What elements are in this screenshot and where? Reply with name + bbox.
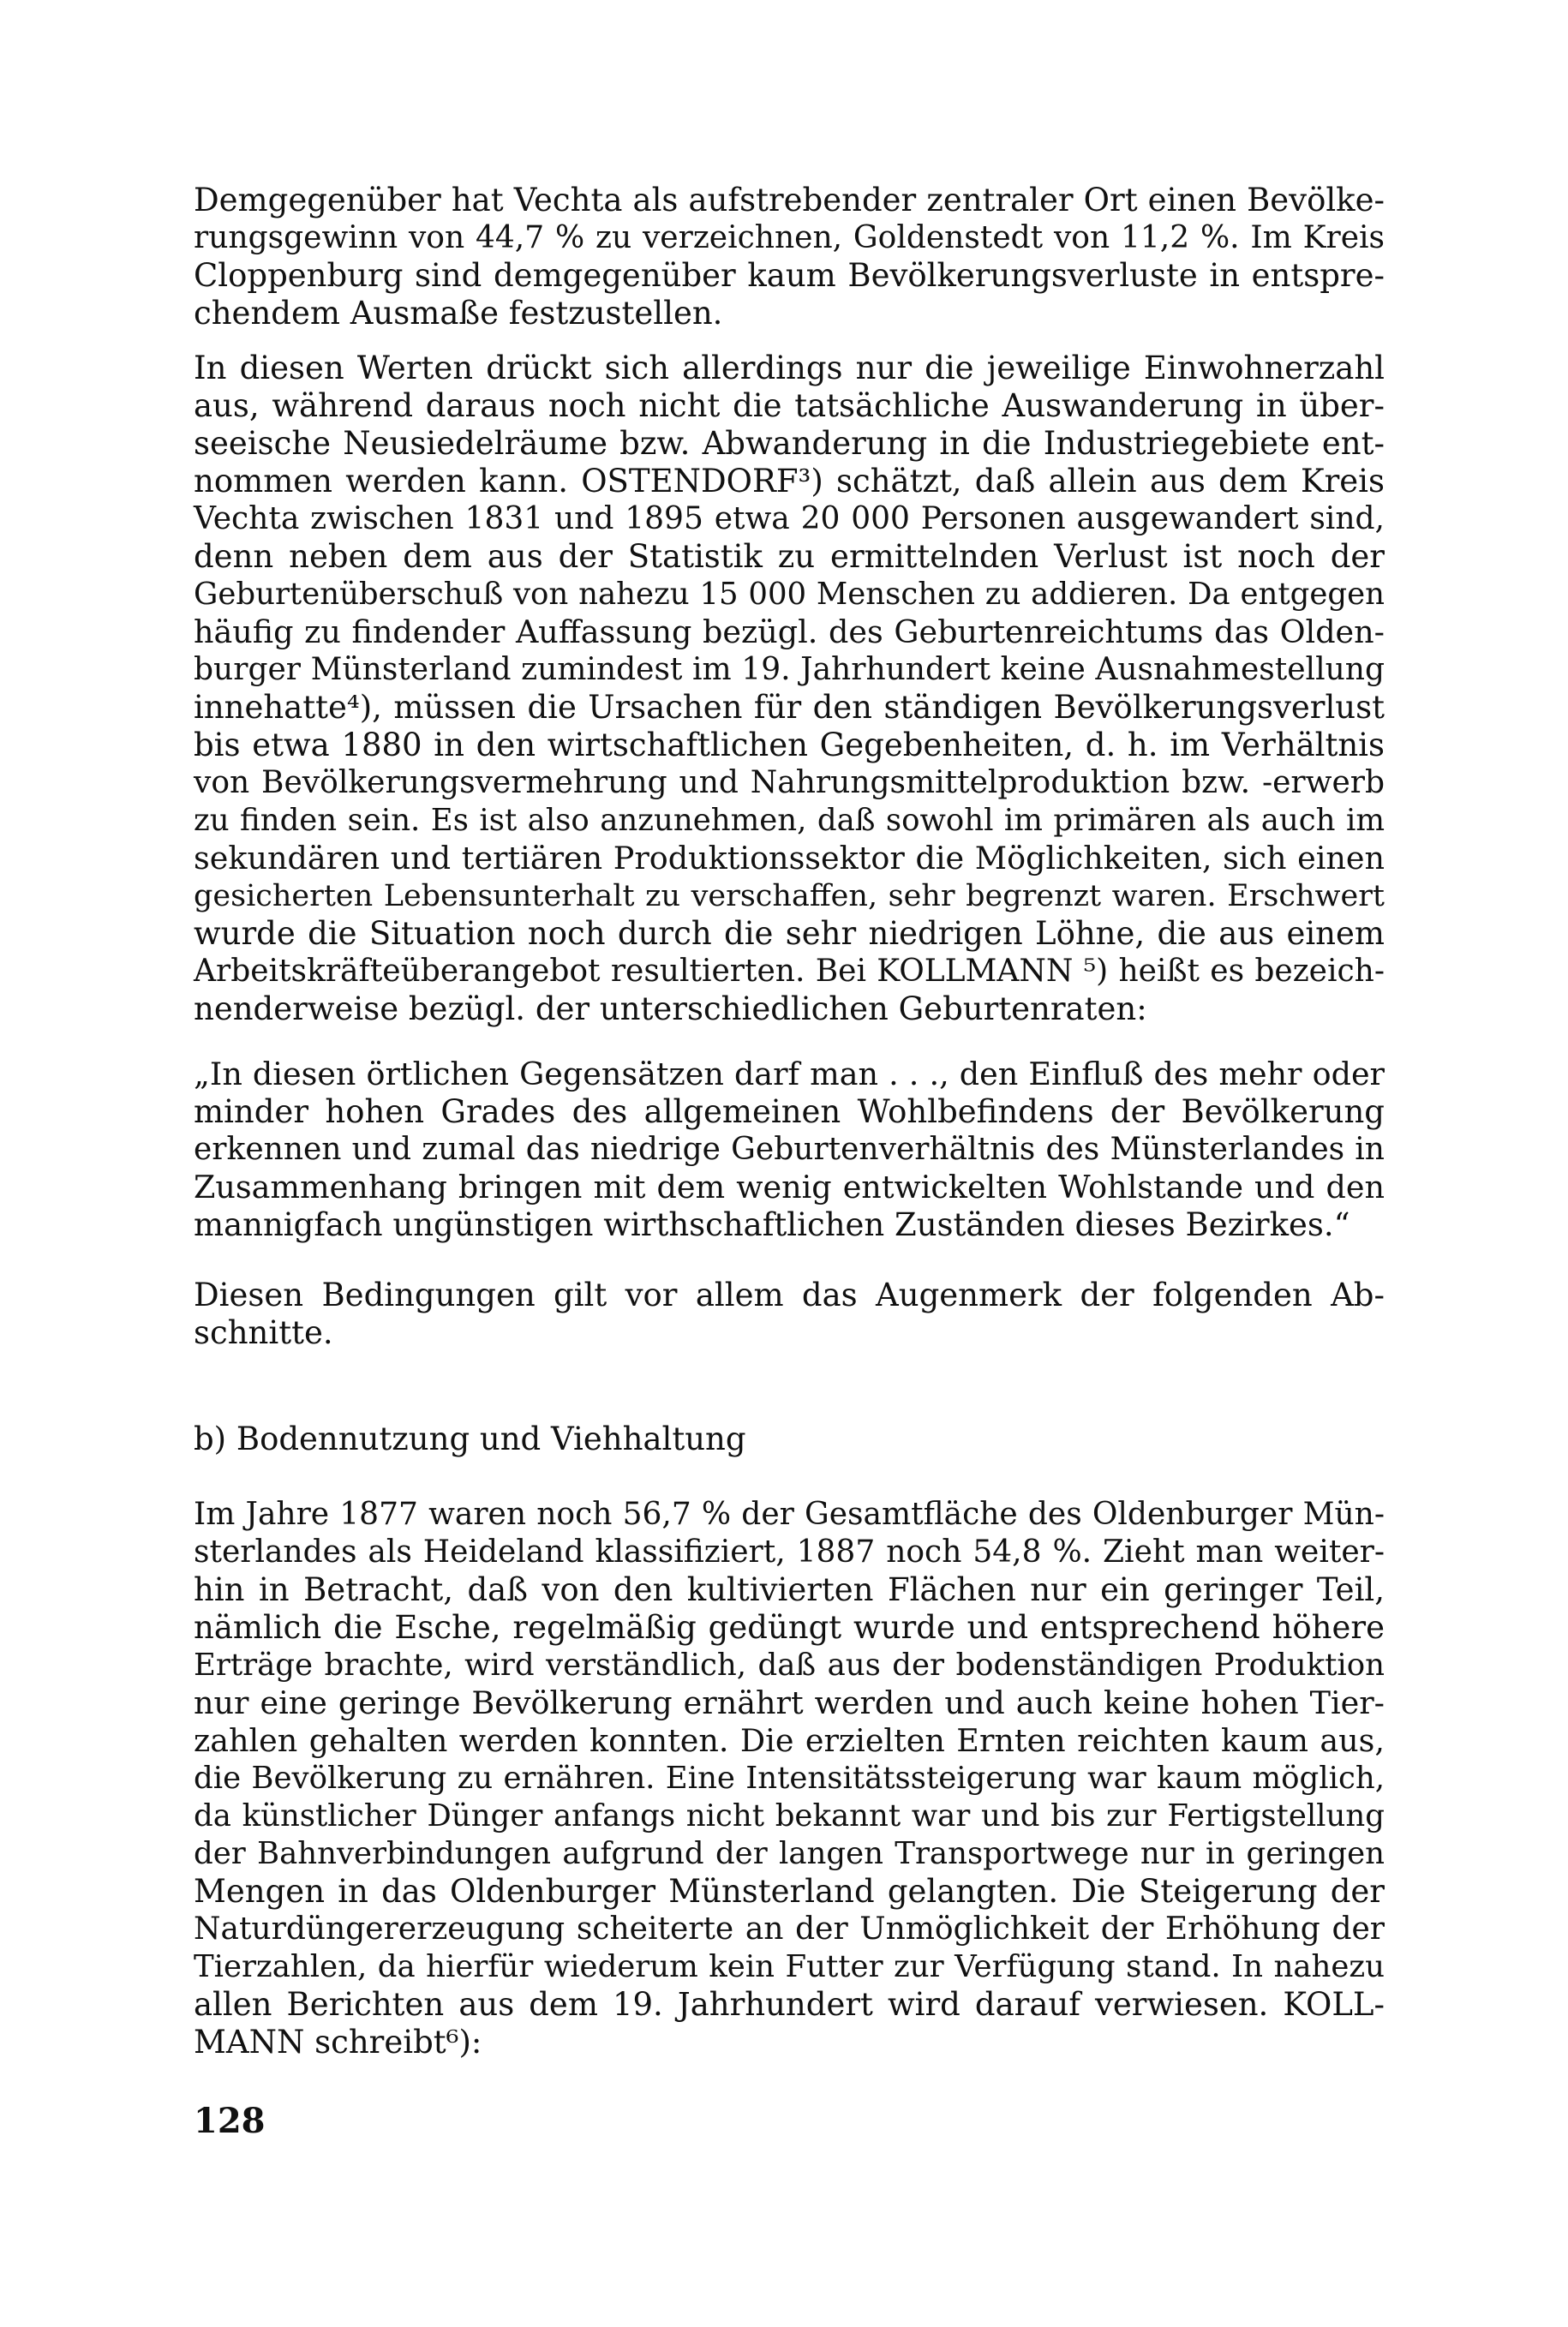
text-line: rungsgewinn von 44,7 % zu verzeichnen, Goldenstedt von 11,2 %. Im Kreis xyxy=(194,220,1385,255)
text-line: Tierzahlen, da hierfür wiederum kein Futter zur Verfügung stand. In nahezu xyxy=(194,1949,1385,1984)
paragraph-conditions xyxy=(194,1277,1385,1352)
text-line: MANN schreibt⁶): xyxy=(194,2024,482,2061)
text-line: sekundären und tertiären Produktionssektor die Möglichkeiten, sich einen xyxy=(194,840,1385,876)
text-line: hin in Betracht, daß von den kultivierten Flächen nur ein geringer Teil, xyxy=(194,1571,1385,1608)
text-line: nenderweise bezügl. der unterschiedlichen Geburtenraten: xyxy=(194,990,1147,1027)
page-number: 128 xyxy=(194,2101,266,2141)
text-line: Im Jahre 1877 waren noch 56,7 % der Gesamtfläche des Oldenburger Mün- xyxy=(194,1497,1385,1532)
paragraph-quote-kollmann xyxy=(194,1056,1385,1244)
paragraph-population-gain xyxy=(194,182,1385,332)
text-line: Mengen in das Oldenburger Münsterland gelangten. Die Steigerung der xyxy=(194,1873,1385,1910)
paragraph-emigration xyxy=(194,350,1385,1028)
section-heading: b) Bodennutzung und Viehhaltung xyxy=(194,1421,746,1457)
text-line: gesicherten Lebensunterhalt zu verschaffen, sehr begrenzt waren. Erschwert xyxy=(194,879,1385,913)
paragraph-land-use xyxy=(194,1496,1385,2061)
text-line: zahlen gehalten werden konnten. Die erzielten Ernten reichten kaum aus, xyxy=(194,1722,1385,1759)
text-line: seeische Neusiedelräume bzw. Abwanderung in die Industriegebiete ent- xyxy=(194,425,1385,462)
text-line: Demgegenüber hat Vechta als aufstrebender zentraler Ort einen Bevölke- xyxy=(194,182,1385,218)
text-line: mannigfach ungünstigen wirthschaftlichen Zuständen dieses Bezirkes.“ xyxy=(194,1206,1350,1243)
text-line: Naturdüngererzeugung scheiterte an der Unmöglichkeit der Erhöhung der xyxy=(194,1911,1385,1947)
text-line: schnitte. xyxy=(194,1314,333,1351)
text-line: häufig zu findender Auffassung bezügl. des Geburtenreichtums das Olden- xyxy=(194,613,1385,650)
text-line: Zusammenhang bringen mit dem wenig entwickelten Wohlstande und den xyxy=(194,1169,1385,1205)
text-line: wurde die Situation noch durch die sehr niedrigen Löhne, die aus einem xyxy=(194,915,1385,952)
text-line: Arbeitskräfteüberangebot resultierten. Bei KOLLMANN ⁵) heißt es bezeich- xyxy=(194,954,1385,989)
text-line: der Bahnverbindungen aufgrund der langen Transportwege nur in geringen xyxy=(194,1836,1385,1871)
text-line: innehatte⁴), müssen die Ursachen für den ständigen Bevölkerungsverlust xyxy=(194,689,1385,726)
text-line: nur eine geringe Bevölkerung ernährt werden und auch keine hohen Tier- xyxy=(194,1684,1385,1721)
text-line: erkennen und zumal das niedrige Geburtenverhältnis des Münsterlandes in xyxy=(194,1132,1385,1167)
text-line: Cloppenburg sind demgegenüber kaum Bevölkerungsverluste in entspre- xyxy=(194,257,1385,294)
text-line: chendem Ausmaße festzustellen. xyxy=(194,295,723,332)
text-line: bis etwa 1880 in den wirtschaftlichen Gegebenheiten, d. h. im Verhältnis xyxy=(194,727,1385,763)
document-page xyxy=(194,0,1385,2327)
text-line: „In diesen örtlichen Gegensätzen darf man . . ., den Einfluß des mehr oder xyxy=(194,1056,1385,1092)
text-line: von Bevölkerungsvermehrung und Nahrungsmittelproduktion bzw. -erwerb xyxy=(194,765,1385,800)
text-line: Erträge brachte, wird verständlich, daß aus der bodenständigen Produktion xyxy=(194,1648,1385,1683)
text-line: In diesen Werten drückt sich allerdings nur die jeweilige Einwohnerzahl xyxy=(194,350,1385,386)
text-line: Geburtenüberschuß von nahezu 15 000 Menschen zu addieren. Da entgegen xyxy=(194,577,1385,612)
text-line: nommen werden kann. OSTENDORF³) schätzt, daß allein aus dem Kreis xyxy=(194,463,1385,499)
text-line: allen Berichten aus dem 19. Jahrhundert wird darauf verwiesen. KOLL- xyxy=(194,1986,1385,2023)
text-line: Vechta zwischen 1831 und 1895 etwa 20 000 Personen ausgewandert sind, xyxy=(194,501,1385,536)
text-line: sterlandes als Heideland klassifiziert, 1887 noch 54,8 %. Zieht man weiter- xyxy=(194,1534,1385,1570)
text-line: da künstlicher Dünger anfangs nicht bekannt war und bis zur Fertigstellung xyxy=(194,1798,1385,1833)
text-line: nämlich die Esche, regelmäßig gedüngt wurde und entsprechend höhere xyxy=(194,1609,1385,1646)
text-line: zu finden sein. Es ist also anzunehmen, daß sowohl im primären als auch im xyxy=(194,803,1385,838)
text-line: burger Münsterland zumindest im 19. Jahrhundert keine Ausnahmestellung xyxy=(194,652,1385,687)
text-line: minder hohen Grades des allgemeinen Wohlbefindens der Bevölkerung xyxy=(194,1093,1385,1130)
text-line: Diesen Bedingungen gilt vor allem das Augenmerk der folgenden Ab- xyxy=(194,1277,1385,1313)
text-line: die Bevölkerung zu ernähren. Eine Intensitätssteigerung war kaum möglich, xyxy=(194,1761,1385,1796)
text-line: denn neben dem aus der Statistik zu ermittelnden Verlust ist noch der xyxy=(194,538,1385,575)
text-line: aus, während daraus noch nicht die tatsächliche Auswanderung in über- xyxy=(194,387,1385,424)
